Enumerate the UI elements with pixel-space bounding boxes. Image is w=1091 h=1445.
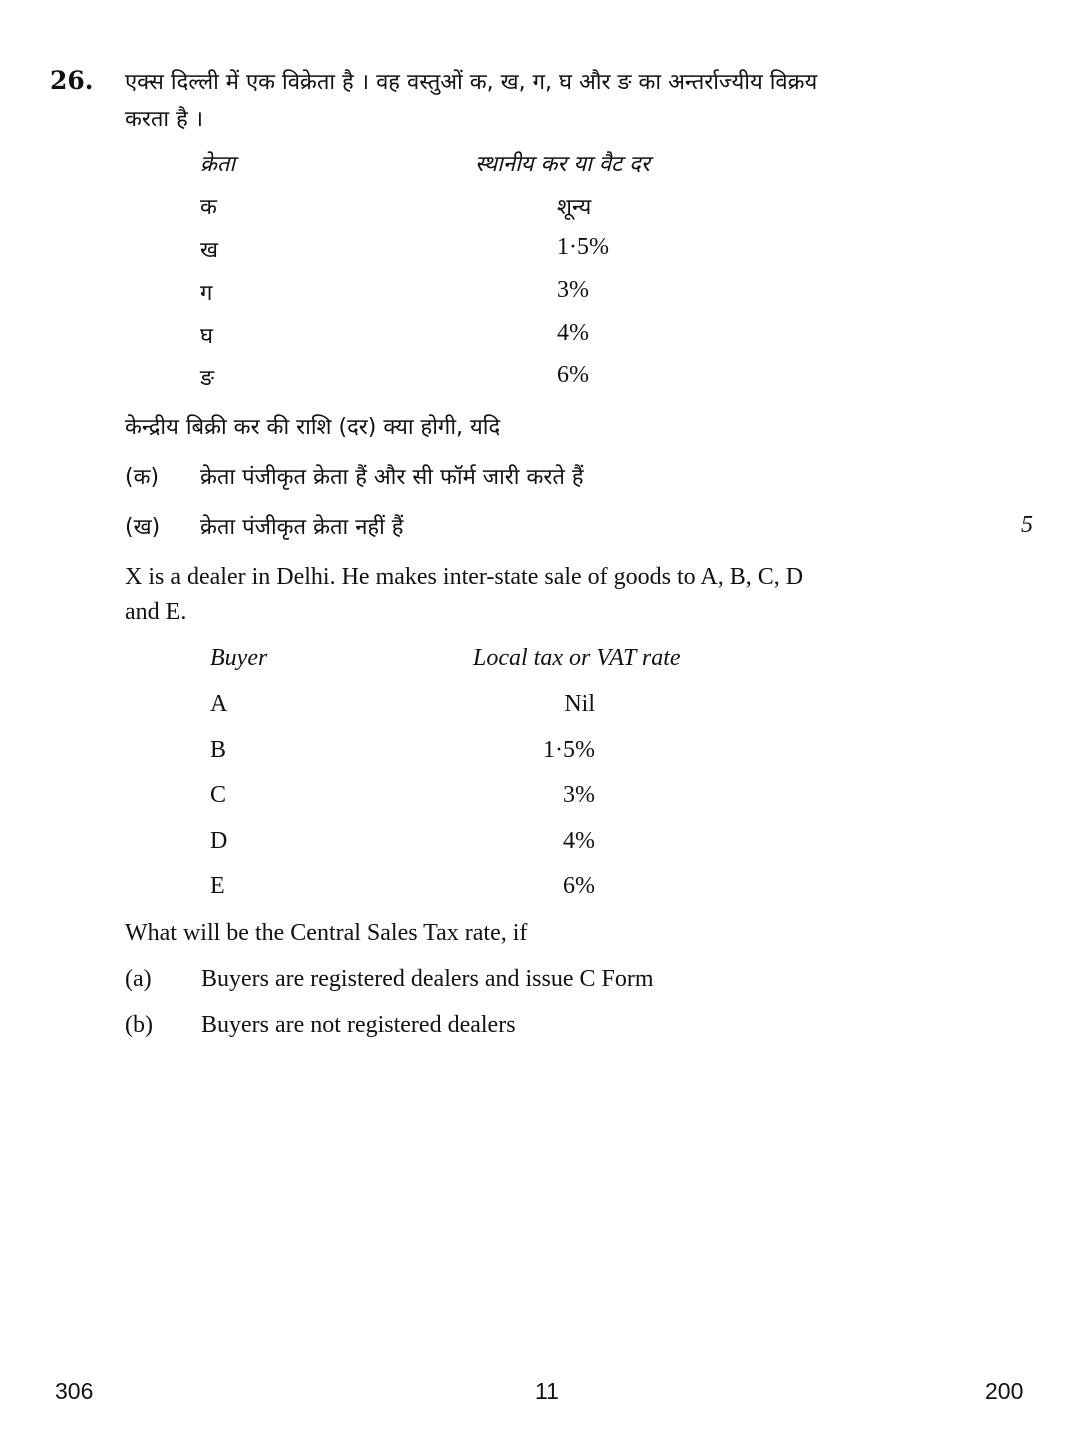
english-part-label: (b) [125,1012,153,1038]
hindi-part-text: क्रेता पंजीकृत क्रेता नहीं हैं [200,515,404,540]
english-question-line: What will be the Central Sales Tax rate, if [125,920,528,946]
hindi-header-rate: स्थानीय कर या वैट दर [475,152,650,177]
hindi-question-line: केन्द्रीय बिक्री कर की राशि (दर) क्या होगी, यदि [125,415,501,440]
english-intro-line-2: and E. [125,599,187,625]
hindi-row-rate: 1·5% [557,234,609,260]
english-row-buyer: C [210,782,227,808]
hindi-row-buyer: ग [200,281,213,306]
footer-count: 200 [985,1378,1024,1404]
footer-code: 306 [55,1378,94,1404]
english-row-rate: Nil [564,691,595,717]
hindi-row-rate: 6% [557,362,589,388]
hindi-row-rate: शून्य [557,195,592,220]
english-row-buyer: D [210,828,228,854]
hindi-row-buyer: क [200,195,217,220]
english-row-rate: 3% [563,782,595,808]
english-part-text: Buyers are registered dealers and issue C Form [201,966,654,992]
question-number: 26. [50,66,94,95]
hindi-part-label: (ख) [125,515,161,540]
english-intro-line-1: X is a dealer in Delhi. He makes inter-state sale of goods to A, B, C, D [125,564,804,590]
english-part-label: (a) [125,966,152,992]
question-marks: 5 [1021,512,1033,538]
page-number: 11 [535,1378,559,1404]
english-row-buyer: A [210,691,228,717]
hindi-part-text: क्रेता पंजीकृत क्रेता हैं और सी फॉर्म जारी करते हैं [200,465,584,490]
english-row-buyer: E [210,873,225,899]
hindi-row-buyer: ङ [200,366,215,391]
hindi-row-buyer: ख [200,238,218,263]
english-header-buyer: Buyer [210,645,268,671]
english-row-buyer: B [210,737,227,763]
hindi-row-buyer: घ [200,324,214,349]
english-header-rate: Local tax or VAT rate [473,645,681,671]
hindi-intro-line-2: करता है । [125,107,204,132]
hindi-intro-line-1: एक्स दिल्ली में एक विक्रेता है । वह वस्तुओं क, ख, ग, घ और ङ का अन्तर्राज्यीय विक्रय [125,70,818,95]
hindi-header-buyer: क्रेता [200,152,236,177]
english-row-rate: 6% [563,873,595,899]
hindi-part-label: (क) [125,465,160,490]
english-row-rate: 1·5% [543,737,595,763]
hindi-row-rate: 4% [557,320,589,346]
english-part-text: Buyers are not registered dealers [201,1012,516,1038]
hindi-row-rate: 3% [557,277,589,303]
english-row-rate: 4% [563,828,595,854]
